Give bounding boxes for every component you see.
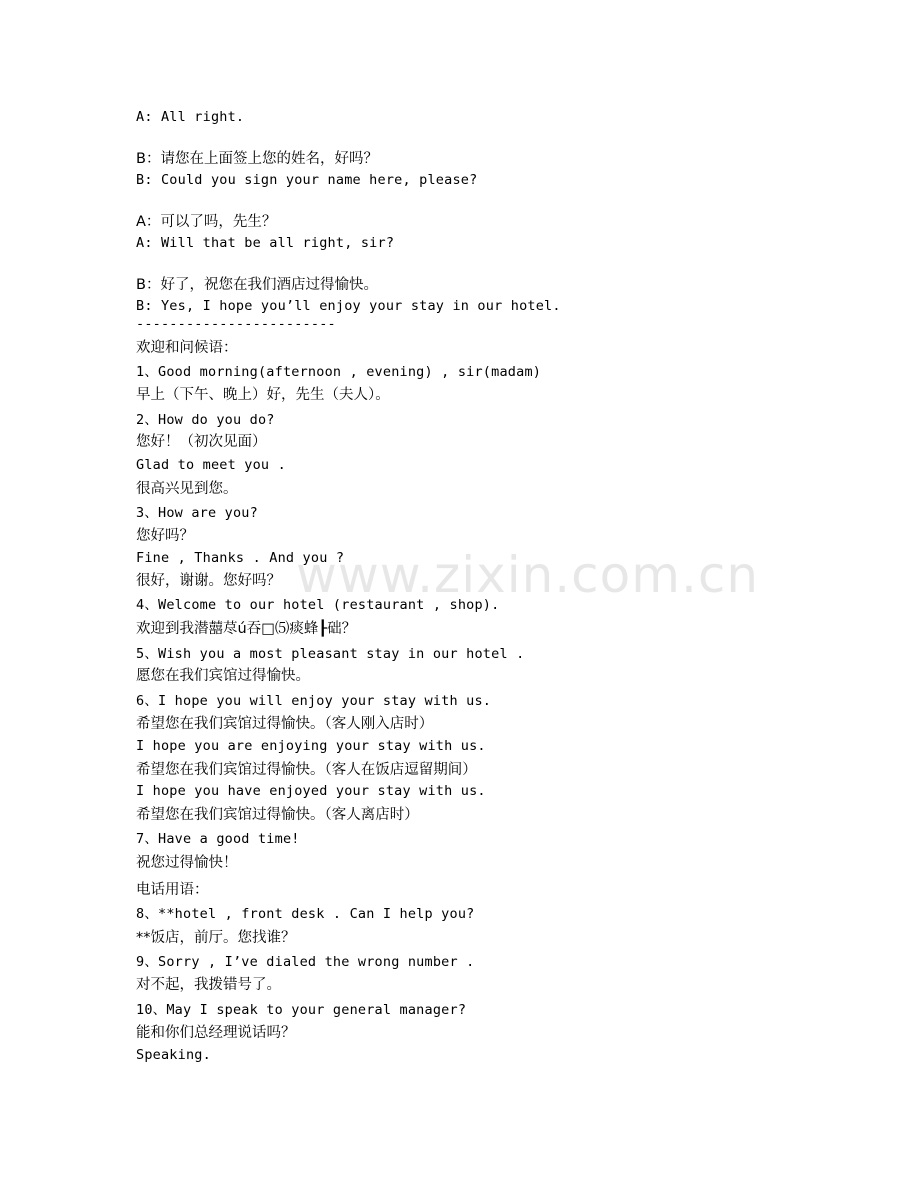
text-line: B: Yes, I hope you’ll enjoy your stay in our hotel. <box>136 298 561 314</box>
separator-rule: ------------------------ <box>136 316 336 332</box>
text-line: 希望您在我们宾馆过得愉快。（客人离店时） <box>136 807 419 823</box>
text-line: 很高兴见到您。 <box>136 481 238 497</box>
text-line: B: Could you sign your name here, please? <box>136 172 478 188</box>
text-line: A：可以了吗，先生？ <box>136 214 277 230</box>
section-heading: 欢迎和问候语： <box>136 340 238 356</box>
text-line: 2、How do you do? <box>136 412 275 428</box>
text-line: 您好！（初次见面） <box>136 434 267 450</box>
text-line: 早上（下午、晚上）好，先生（夫人）。 <box>136 387 390 403</box>
text-line: 9、Sorry , I’ve dialed the wrong number . <box>136 954 475 970</box>
text-line: Glad to meet you . <box>136 457 286 473</box>
watermark: www.zixin.com.cn <box>296 546 760 604</box>
text-line: I hope you have enjoyed your stay with us. <box>136 783 486 799</box>
text-line: 4、Welcome to our hotel (restaurant , shop). <box>136 597 500 613</box>
text-line: 6、I hope you will enjoy your stay with us. <box>136 693 492 709</box>
text-line: A: Will that be all right, sir? <box>136 235 395 251</box>
text-line: **饭店，前厅。您找谁？ <box>136 930 296 946</box>
text-line: 10、May I speak to your general manager? <box>136 1002 467 1018</box>
text-line: B：好了，祝您在我们酒店过得愉快。 <box>136 277 378 293</box>
text-line: Fine , Thanks . And you ? <box>136 550 345 566</box>
text-line: 祝您过得愉快！ <box>136 855 238 871</box>
text-line: 希望您在我们宾馆过得愉快。（客人刚入店时） <box>136 716 434 732</box>
text-line: 能和你们总经理说话吗？ <box>136 1025 296 1041</box>
section-heading: 电话用语： <box>136 882 209 898</box>
text-line: B：请您在上面签上您的姓名，好吗？ <box>136 151 378 167</box>
text-line: 7、Have a good time! <box>136 831 300 847</box>
text-line: 很好，谢谢。您好吗？ <box>136 573 281 589</box>
text-line: 3、How are you? <box>136 505 258 521</box>
text-line: 愿您在我们宾馆过得愉快。 <box>136 668 310 684</box>
text-line: 1、Good morning(afternoon , evening) , sir(madam) <box>136 364 542 380</box>
text-line: 您好吗？ <box>136 528 194 544</box>
text-line: I hope you are enjoying your stay with us. <box>136 738 486 754</box>
text-line: 8、**hotel , front desk . Can I help you? <box>136 906 475 922</box>
text-line: 希望您在我们宾馆过得愉快。（客人在饭店逗留期间） <box>136 762 477 778</box>
text-line: 对不起，我拨错号了。 <box>136 977 281 993</box>
text-line: A: All right. <box>136 109 245 125</box>
text-line: 5、Wish you a most pleasant stay in our hotel . <box>136 646 525 662</box>
text-line: Speaking. <box>136 1047 211 1063</box>
text-line: 欢迎到我潜囍荩ú吞□⑸痰蜂┠础？ <box>136 621 357 637</box>
